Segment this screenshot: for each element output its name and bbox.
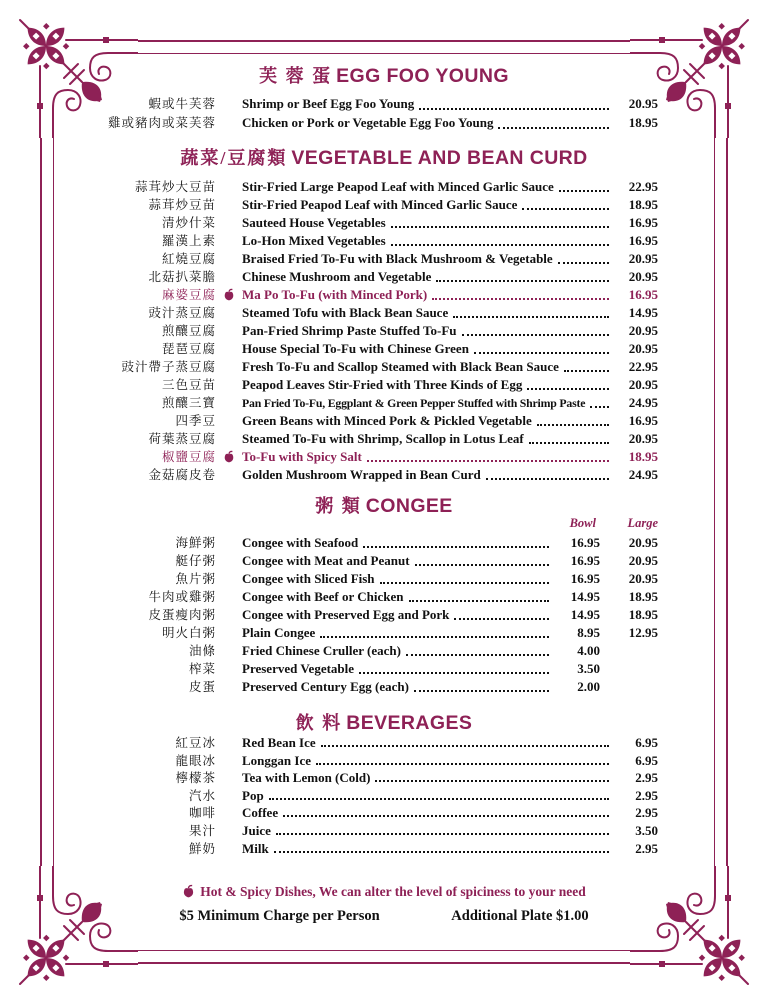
dish-name-chinese: 蒜茸炒豆苗 bbox=[148, 198, 216, 212]
dish-name-english: Shrimp or Beef Egg Foo Young bbox=[242, 96, 415, 111]
dish-name-english: Lo-Hon Mixed Vegetables bbox=[242, 233, 386, 248]
menu-item-row bbox=[66, 321, 658, 339]
dish-price: 3.50 bbox=[577, 661, 600, 676]
dish-name-chinese: 鮮奶 bbox=[188, 841, 216, 856]
dish-name-chinese: 荷葉蒸豆腐 bbox=[148, 432, 216, 446]
menu-item-row bbox=[66, 339, 658, 357]
dish-name-english: Plain Congee bbox=[242, 625, 316, 640]
chili-pepper-icon bbox=[182, 884, 195, 898]
dish-name-english: Congee with Preserved Egg and Pork bbox=[242, 607, 450, 622]
dish-price: 2.95 bbox=[635, 770, 658, 786]
menu-item-row bbox=[66, 587, 658, 605]
dot-leader bbox=[316, 763, 609, 765]
dot-leader bbox=[320, 636, 549, 638]
menu-item-row bbox=[66, 465, 658, 483]
dish-name-english: Preserved Century Egg (each) bbox=[242, 679, 409, 694]
dot-leader bbox=[559, 190, 609, 192]
dish-name-english: Tea with Lemon (Cold) bbox=[242, 770, 371, 786]
dish-price: 6.95 bbox=[635, 752, 658, 768]
spicy-note-text: Hot & Spicy Dishes, We can alter the level of spiciness to your need bbox=[200, 884, 586, 899]
dish-name-english: Peapod Leaves Stir-Fried with Three Kinds of Egg bbox=[242, 377, 523, 392]
dish-name-chinese: 汽水 bbox=[188, 788, 216, 803]
dish-price: 8.95 bbox=[577, 625, 600, 640]
dish-price: 20.95 bbox=[628, 96, 658, 111]
menu-item-row bbox=[66, 285, 658, 303]
dish-price: 6.95 bbox=[635, 735, 658, 750]
dish-name-english: Pan Fried To-Fu, Eggplant & Green Pepper Stuffed with Shrimp Paste bbox=[242, 396, 586, 410]
dish-name-chinese: 龍眼冰 bbox=[175, 753, 216, 768]
dish-name-chinese: 豉汁蒸豆腐 bbox=[148, 306, 216, 320]
dot-leader bbox=[391, 226, 609, 228]
menu-item-row bbox=[66, 551, 658, 569]
dish-name-english: Milk bbox=[242, 840, 269, 856]
dish-price: 16.95 bbox=[628, 233, 658, 248]
dish-price: 20.95 bbox=[628, 251, 658, 266]
dish-name-chinese: 明火白粥 bbox=[161, 626, 216, 640]
dish-name-english: Fresh To-Fu and Scallop Steamed with Black Bean Sauce bbox=[242, 359, 559, 374]
dish-name-english: Steamed To-Fu with Shrimp, Scallop in Lotus Leaf bbox=[242, 431, 524, 446]
dish-name-english: House Special To-Fu with Chinese Green bbox=[242, 341, 469, 356]
dish-price: 20.95 bbox=[628, 341, 658, 356]
dish-name-chinese: 皮蛋 bbox=[188, 680, 216, 694]
dish-name-chinese: 三色豆苗 bbox=[161, 378, 216, 392]
minimum-charge-text: $5 Minimum Charge per Person bbox=[179, 908, 380, 924]
congee-items bbox=[66, 533, 658, 695]
dish-name-chinese: 北菇扒菜膽 bbox=[148, 270, 216, 284]
section-title-chinese: 芙 蓉 蛋 bbox=[259, 66, 333, 86]
dish-name-chinese: 牛肉或雞粥 bbox=[148, 590, 216, 604]
column-header-bowl: Bowl bbox=[569, 516, 596, 530]
menu-item-row bbox=[66, 605, 658, 623]
menu-item-row bbox=[66, 641, 658, 659]
section-heading-vegetable-bean-curd bbox=[0, 144, 768, 170]
congee-size-column-header bbox=[66, 516, 658, 531]
menu-item-row bbox=[66, 533, 658, 551]
dish-name-english: Sauteed House Vegetables bbox=[242, 215, 386, 230]
dish-price: 14.95 bbox=[570, 589, 600, 604]
menu-item-row bbox=[66, 447, 658, 465]
menu-item-row bbox=[66, 303, 658, 321]
dot-leader bbox=[276, 833, 609, 835]
dish-name-english: Preserved Vegetable bbox=[242, 661, 355, 676]
dish-name-chinese: 果汁 bbox=[188, 823, 216, 838]
dish-price: 20.95 bbox=[628, 323, 658, 338]
dish-name-english: Stir-Fried Peapod Leaf with Minced Garlic Sauce bbox=[242, 197, 518, 212]
dot-leader bbox=[432, 298, 609, 300]
dish-name-chinese: 蝦或牛芙蓉 bbox=[148, 97, 216, 111]
dish-price: 20.95 bbox=[628, 377, 658, 392]
dot-leader bbox=[406, 654, 549, 656]
spicy-marker-slot bbox=[216, 450, 242, 463]
menu-item-row bbox=[66, 768, 658, 786]
dot-leader bbox=[590, 406, 609, 408]
dish-name-english: Braised Fried To-Fu with Black Mushroom & Vegetable bbox=[242, 251, 553, 266]
menu-item-row bbox=[66, 375, 658, 393]
menu-item-row bbox=[66, 659, 658, 677]
dish-name-chinese: 豉汁帶子蒸豆腐 bbox=[121, 360, 216, 374]
dish-price: 18.95 bbox=[628, 115, 658, 130]
dish-price: 2.95 bbox=[635, 787, 658, 803]
dish-price: 4.00 bbox=[577, 643, 600, 658]
dish-name-english: Chinese Mushroom and Vegetable bbox=[242, 269, 432, 284]
dot-leader bbox=[537, 424, 609, 426]
dish-name-english: Congee with Meat and Peanut bbox=[242, 553, 410, 568]
dot-leader bbox=[409, 600, 549, 602]
menu-item-row bbox=[66, 821, 658, 839]
beverages-items bbox=[66, 733, 658, 856]
dish-price: 16.95 bbox=[628, 287, 658, 302]
dish-name-chinese: 紅豆冰 bbox=[175, 736, 216, 750]
dish-price-large: 18.95 bbox=[628, 607, 658, 622]
dish-name-english: Fried Chinese Cruller (each) bbox=[242, 643, 401, 658]
dish-name-chinese: 檸檬茶 bbox=[175, 771, 216, 786]
dot-leader bbox=[522, 208, 609, 210]
dot-leader bbox=[436, 280, 609, 282]
menu-item-row bbox=[66, 803, 658, 821]
section-title-chinese: 飲 料 bbox=[295, 713, 343, 733]
dish-price-large: 12.95 bbox=[628, 625, 658, 640]
dish-price: 18.95 bbox=[628, 449, 658, 464]
dish-name-chinese: 煎釀三寶 bbox=[161, 396, 216, 410]
dish-price: 14.95 bbox=[628, 305, 658, 320]
dish-price-large: 18.95 bbox=[628, 589, 658, 604]
menu-item-row bbox=[66, 393, 658, 411]
dot-leader bbox=[363, 546, 549, 548]
chili-pepper-icon bbox=[223, 450, 235, 463]
egg-foo-young-items bbox=[66, 94, 658, 132]
section-title-chinese: 蔬菜/豆腐類 bbox=[180, 148, 288, 168]
menu-item-row bbox=[66, 213, 658, 231]
dot-leader bbox=[274, 851, 609, 853]
menu-item-row bbox=[66, 751, 658, 769]
dot-leader bbox=[498, 127, 609, 129]
dish-name-english: Green Beans with Minced Pork & Pickled Vegetable bbox=[242, 413, 532, 428]
dish-name-english: Congee with Seafood bbox=[242, 535, 359, 550]
dish-name-english: Congee with Beef or Chicken bbox=[242, 589, 404, 604]
dish-name-chinese: 海鮮粥 bbox=[175, 536, 216, 550]
dish-name-english: Steamed Tofu with Black Bean Sauce bbox=[242, 305, 449, 320]
dish-name-chinese: 雞或豬肉或菜芙蓉 bbox=[107, 116, 216, 130]
section-heading-beverages bbox=[0, 709, 768, 735]
dish-price: 24.95 bbox=[628, 467, 658, 482]
dish-price: 2.00 bbox=[577, 679, 600, 694]
dot-leader bbox=[414, 690, 549, 692]
spicy-marker-slot bbox=[216, 288, 242, 301]
menu-item-row bbox=[66, 786, 658, 804]
additional-plate-text: Additional Plate $1.00 bbox=[451, 908, 589, 924]
dot-leader bbox=[359, 672, 549, 674]
dish-price-large: 20.95 bbox=[628, 553, 658, 568]
dish-name-english: Coffee bbox=[242, 805, 279, 821]
dish-name-english: Stir-Fried Large Peapod Leaf with Minced Garlic Sauce bbox=[242, 179, 554, 194]
section-title-english: CONGEE bbox=[365, 495, 453, 517]
menu-item-row bbox=[66, 733, 658, 751]
dish-price: 18.95 bbox=[628, 197, 658, 212]
menu-item-row bbox=[66, 249, 658, 267]
menu-item-row bbox=[66, 429, 658, 447]
dish-price-large: 20.95 bbox=[628, 535, 658, 550]
dish-name-chinese: 椒鹽豆腐 bbox=[161, 450, 216, 464]
dish-name-chinese: 紅燒豆腐 bbox=[161, 252, 216, 266]
menu-item-row bbox=[66, 94, 658, 113]
dish-name-chinese: 清炒什菜 bbox=[161, 216, 216, 230]
dish-price-large: 20.95 bbox=[628, 571, 658, 586]
vegetable-bean-curd-items bbox=[66, 177, 658, 483]
dish-name-english: Congee with Sliced Fish bbox=[242, 571, 375, 586]
dish-name-english: Pan-Fried Shrimp Paste Stuffed To-Fu bbox=[242, 323, 457, 338]
menu-item-row bbox=[66, 113, 658, 132]
dot-leader bbox=[474, 352, 609, 354]
dish-name-chinese: 四季豆 bbox=[175, 414, 216, 428]
menu-item-row bbox=[66, 411, 658, 429]
dot-leader bbox=[321, 745, 609, 747]
dot-leader bbox=[380, 582, 549, 584]
dot-leader bbox=[454, 618, 549, 620]
dish-name-chinese: 蒜茸炒大豆苗 bbox=[134, 180, 216, 194]
dish-price: 3.50 bbox=[635, 822, 658, 838]
dish-name-english: To-Fu with Spicy Salt bbox=[242, 449, 362, 464]
dish-name-chinese: 琵琶豆腐 bbox=[161, 342, 216, 356]
dish-name-chinese: 金菇腐皮卷 bbox=[148, 468, 216, 482]
dish-name-chinese: 魚片粥 bbox=[175, 572, 216, 586]
charges-note bbox=[0, 908, 768, 925]
section-title-english: VEGETABLE AND BEAN CURD bbox=[291, 147, 588, 169]
dish-name-chinese: 皮蛋瘦肉粥 bbox=[148, 608, 216, 622]
column-header-large: Large bbox=[627, 516, 658, 530]
menu-item-row bbox=[66, 231, 658, 249]
dot-leader bbox=[419, 108, 609, 110]
dish-price: 16.95 bbox=[628, 413, 658, 428]
dot-leader bbox=[486, 478, 609, 480]
dish-price: 16.95 bbox=[570, 571, 600, 586]
menu-item-row bbox=[66, 267, 658, 285]
dish-name-english: Juice bbox=[242, 822, 271, 838]
dish-name-chinese: 麻婆豆腐 bbox=[161, 288, 216, 302]
dot-leader bbox=[269, 798, 609, 800]
section-heading-congee bbox=[0, 492, 768, 518]
dish-price: 14.95 bbox=[570, 607, 600, 622]
menu-item-row bbox=[66, 569, 658, 587]
chili-pepper-icon bbox=[223, 288, 235, 301]
dish-price: 22.95 bbox=[628, 179, 658, 194]
dot-leader bbox=[415, 564, 549, 566]
dot-leader bbox=[462, 334, 609, 336]
menu-item-row bbox=[66, 177, 658, 195]
menu-item-row bbox=[66, 839, 658, 857]
menu-item-row bbox=[66, 357, 658, 375]
dish-name-chinese: 煎釀豆腐 bbox=[161, 324, 216, 338]
dot-leader bbox=[527, 388, 609, 390]
dish-name-english: Chicken or Pork or Vegetable Egg Foo Young bbox=[242, 115, 494, 130]
dish-price: 20.95 bbox=[628, 269, 658, 284]
dish-name-chinese: 榨菜 bbox=[188, 662, 216, 676]
dot-leader bbox=[529, 442, 609, 444]
dot-leader bbox=[375, 780, 609, 782]
dish-price: 22.95 bbox=[628, 359, 658, 374]
dish-price: 2.95 bbox=[635, 840, 658, 856]
dot-leader bbox=[283, 815, 609, 817]
dish-name-english: Red Bean Ice bbox=[242, 735, 316, 750]
dish-name-english: Pop bbox=[242, 787, 264, 803]
menu-item-row bbox=[66, 677, 658, 695]
dish-price: 2.95 bbox=[635, 805, 658, 821]
dish-price: 16.95 bbox=[628, 215, 658, 230]
dot-leader bbox=[391, 244, 609, 246]
dish-name-chinese: 油條 bbox=[188, 644, 216, 658]
dish-name-english: Longgan Ice bbox=[242, 752, 311, 768]
dish-price: 16.95 bbox=[570, 535, 600, 550]
dot-leader bbox=[367, 460, 609, 462]
dish-price: 20.95 bbox=[628, 431, 658, 446]
dot-leader bbox=[564, 370, 609, 372]
section-title-chinese: 粥 類 bbox=[315, 496, 362, 516]
dish-name-chinese: 艇仔粥 bbox=[175, 554, 216, 568]
dish-name-english: Golden Mushroom Wrapped in Bean Curd bbox=[242, 467, 481, 482]
menu-item-row bbox=[66, 623, 658, 641]
dish-name-chinese: 咖啡 bbox=[188, 806, 216, 821]
dish-price: 24.95 bbox=[628, 395, 658, 410]
section-title-english: EGG FOO YOUNG bbox=[336, 65, 509, 87]
section-heading-egg-foo-young bbox=[0, 62, 768, 88]
menu-item-row bbox=[66, 195, 658, 213]
dish-name-english: Ma Po To-Fu (with Minced Pork) bbox=[242, 287, 428, 302]
section-title-english: BEVERAGES bbox=[346, 712, 473, 734]
dot-leader bbox=[558, 262, 609, 264]
dish-name-chinese: 羅漢上素 bbox=[161, 234, 216, 248]
dot-leader bbox=[453, 316, 609, 318]
dish-price: 16.95 bbox=[570, 553, 600, 568]
spicy-dishes-note bbox=[0, 884, 768, 900]
